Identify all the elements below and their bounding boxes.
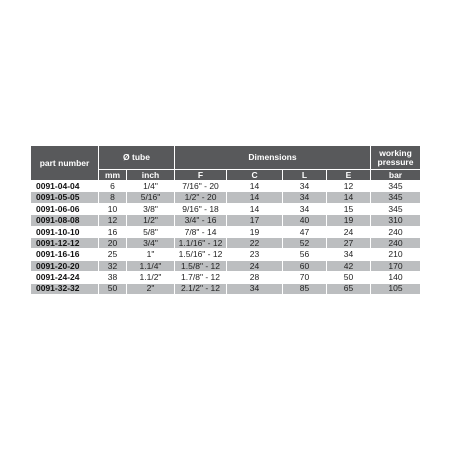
cell-part: 0091-08-08: [31, 215, 99, 226]
cell-c: 14: [227, 181, 283, 192]
spec-table: [30, 145, 421, 295]
header-part-number: part number: [31, 146, 99, 181]
cell-l: 47: [283, 226, 327, 237]
cell-e: 50: [327, 272, 371, 283]
cell-c: 14: [227, 203, 283, 214]
cell-mm: 16: [99, 226, 127, 237]
cell-mm: 25: [99, 249, 127, 260]
cell-part: 0091-04-04: [31, 181, 99, 192]
table-row: [31, 283, 421, 294]
cell-bar: 140: [371, 272, 421, 283]
cell-e: 12: [327, 181, 371, 192]
cell-c: 17: [227, 215, 283, 226]
cell-f: 9/16" - 18: [175, 203, 227, 214]
cell-bar: 105: [371, 283, 421, 294]
cell-mm: 10: [99, 203, 127, 214]
cell-mm: 6: [99, 181, 127, 192]
table-row: [31, 215, 421, 226]
cell-bar: 345: [371, 203, 421, 214]
cell-inch: 3/4": [127, 237, 175, 248]
cell-part: 0091-16-16: [31, 249, 99, 260]
header-e: E: [327, 170, 371, 181]
cell-f: 2.1/2" - 12: [175, 283, 227, 294]
table-row: [31, 237, 421, 248]
cell-e: 24: [327, 226, 371, 237]
cell-e: 15: [327, 203, 371, 214]
cell-c: 34: [227, 283, 283, 294]
header-bar: bar: [371, 170, 421, 181]
cell-mm: 12: [99, 215, 127, 226]
cell-e: 42: [327, 260, 371, 271]
cell-l: 52: [283, 237, 327, 248]
header-dimensions: Dimensions: [175, 146, 371, 170]
cell-inch: 5/16": [127, 192, 175, 203]
header-f: F: [175, 170, 227, 181]
cell-l: 56: [283, 249, 327, 260]
cell-part: 0091-20-20: [31, 260, 99, 271]
table-row: [31, 249, 421, 260]
header-inch: inch: [127, 170, 175, 181]
cell-e: 65: [327, 283, 371, 294]
cell-inch: 1/2": [127, 215, 175, 226]
cell-e: 19: [327, 215, 371, 226]
cell-l: 34: [283, 203, 327, 214]
header-mm: mm: [99, 170, 127, 181]
cell-inch: 1.1/2": [127, 272, 175, 283]
cell-part: 0091-06-06: [31, 203, 99, 214]
cell-f: 1.7/8" - 12: [175, 272, 227, 283]
header-l: L: [283, 170, 327, 181]
cell-c: 22: [227, 237, 283, 248]
header-working-pressure: [371, 146, 421, 170]
cell-bar: 240: [371, 226, 421, 237]
cell-f: 1.1/16" - 12: [175, 237, 227, 248]
cell-inch: 1.1/4": [127, 260, 175, 271]
cell-part: 0091-10-10: [31, 226, 99, 237]
cell-f: 1.5/16" - 12: [175, 249, 227, 260]
cell-l: 70: [283, 272, 327, 283]
table-body: [31, 181, 421, 295]
cell-bar: 210: [371, 249, 421, 260]
table-row: [31, 192, 421, 203]
cell-mm: 20: [99, 237, 127, 248]
cell-mm: 38: [99, 272, 127, 283]
table-row: [31, 226, 421, 237]
table-row: [31, 272, 421, 283]
cell-mm: 32: [99, 260, 127, 271]
cell-f: 3/4" - 16: [175, 215, 227, 226]
cell-e: 14: [327, 192, 371, 203]
header-tube: Ø tube: [99, 146, 175, 170]
cell-f: 1.5/8" - 12: [175, 260, 227, 271]
cell-bar: 170: [371, 260, 421, 271]
cell-part: 0091-05-05: [31, 192, 99, 203]
cell-inch: 5/8": [127, 226, 175, 237]
table-row: [31, 181, 421, 192]
cell-l: 60: [283, 260, 327, 271]
cell-c: 23: [227, 249, 283, 260]
cell-l: 40: [283, 215, 327, 226]
cell-bar: 345: [371, 192, 421, 203]
cell-part: 0091-12-12: [31, 237, 99, 248]
header-row-main: [31, 146, 421, 170]
cell-bar: 310: [371, 215, 421, 226]
cell-f: 7/8" - 14: [175, 226, 227, 237]
header-working-pressure-line1: working: [379, 148, 412, 158]
cell-mm: 8: [99, 192, 127, 203]
cell-c: 14: [227, 192, 283, 203]
cell-bar: 345: [371, 181, 421, 192]
cell-c: 19: [227, 226, 283, 237]
cell-inch: 1/4": [127, 181, 175, 192]
cell-e: 34: [327, 249, 371, 260]
cell-l: 34: [283, 181, 327, 192]
cell-c: 28: [227, 272, 283, 283]
cell-l: 85: [283, 283, 327, 294]
cell-part: 0091-24-24: [31, 272, 99, 283]
cell-e: 27: [327, 237, 371, 248]
cell-mm: 50: [99, 283, 127, 294]
cell-inch: 2": [127, 283, 175, 294]
cell-inch: 3/8": [127, 203, 175, 214]
cell-c: 24: [227, 260, 283, 271]
header-c: C: [227, 170, 283, 181]
cell-inch: 1": [127, 249, 175, 260]
cell-f: 1/2" - 20: [175, 192, 227, 203]
table-header: [31, 146, 421, 181]
header-working-pressure-line2: pressure: [377, 156, 414, 167]
cell-bar: 240: [371, 237, 421, 248]
table-row: [31, 203, 421, 214]
table-row: [31, 260, 421, 271]
cell-part: 0091-32-32: [31, 283, 99, 294]
cell-f: 7/16" - 20: [175, 181, 227, 192]
cell-l: 34: [283, 192, 327, 203]
